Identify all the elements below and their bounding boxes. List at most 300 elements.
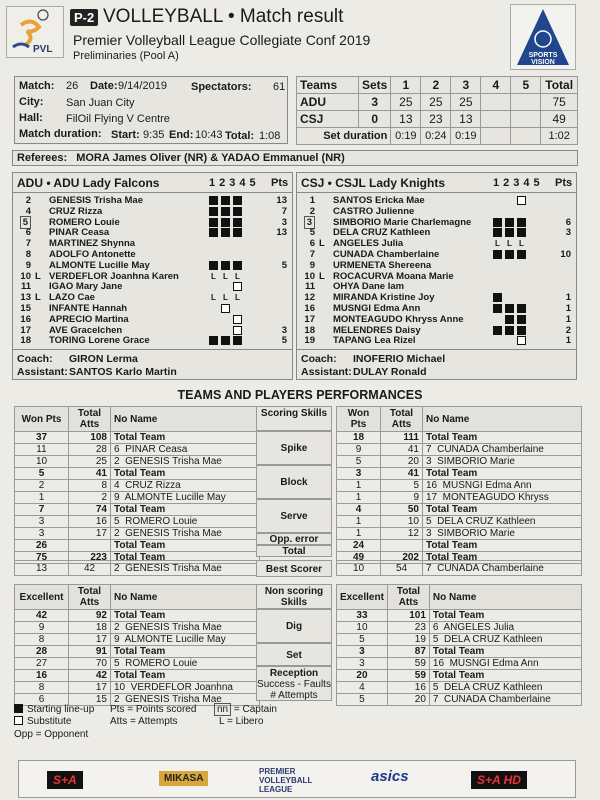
legend-text: = Captain [233,704,277,715]
stat-row [337,492,582,504]
stat-player: 5 DELA CRUZ Kathleen [423,516,582,528]
player-row [297,335,576,346]
set-duration: 0:19 [451,128,481,145]
libero-marker: L [35,292,41,304]
stat-player: Total Team [111,540,260,552]
captain-number: 5 [20,216,31,229]
total-label: Total: [225,130,255,142]
team-title: ADU • ADU Lady Falcons [17,176,160,190]
starting-lineup-square-icon [493,250,502,259]
substitute-square-icon [233,282,242,291]
stat-player: Total Team [429,670,581,682]
stat-player: 9 ALMONTE Lucille May [111,492,260,504]
player-number: 18 [304,324,315,336]
legend-opp: Opp = Opponent [14,729,89,740]
col-header: Total Atts [381,407,423,432]
player-points: 2 [565,324,571,336]
stat-attempts: 2 [69,492,111,504]
col-set-2: 2 [421,77,451,94]
stat-player: Total Team [111,646,260,658]
match-label: Match: [19,80,55,92]
player-name: MARTINEZ Shynna [49,238,136,250]
stat-value: 49 [337,552,381,564]
player-name: ALMONTE Lucille May [49,259,150,271]
match-info-panel [14,76,288,144]
stat-row [15,658,260,670]
player-row [13,206,292,217]
stat-attempts: 16 [69,516,111,528]
stat-player: 16 MUSNGI Edma Ann [423,480,582,492]
stat-player: 4 CRUZ Rizza [111,480,260,492]
stat-value: 24 [337,540,381,552]
stat-attempts: 15 [69,694,111,706]
starting-lineup-square-icon [493,304,502,313]
col-set-4: 4 [481,77,511,94]
stat-value: 1 [15,492,69,504]
stat-value: 37 [15,432,69,444]
skill-total: Total [256,545,332,557]
stat-player: 7 CUNADA Chamberlaine [429,694,581,706]
col-header: No Name [429,585,581,610]
set-score: 25 [391,94,421,111]
player-row [297,227,576,238]
stat-value: 4 [337,504,381,516]
stat-attempts: 87 [387,646,429,658]
stat-attempts: 59 [387,658,429,670]
player-name: GENESIS Trisha Mae [49,195,143,206]
set-duration: 0:24 [421,128,451,145]
player-number: 2 [309,205,315,217]
stat-player: Total Team [429,646,581,658]
starting-lineup-square-icon [209,196,218,205]
player-number: 1 [309,195,315,206]
stat-attempts: 70 [69,658,111,670]
page-title: VOLLEYBALL • Match result [103,6,344,27]
stat-value: 6 [15,694,69,706]
starting-lineup-square-icon [233,196,242,205]
stat-value: 75 [15,552,69,564]
stat-value: 4 [337,682,388,694]
stat-player: Total Team [423,504,582,516]
player-row [13,249,292,260]
player-row [13,281,292,292]
set-score [511,111,541,128]
stat-value: 9 [15,622,69,634]
match-number: 26 [66,80,79,92]
legend-atts: Atts = Attempts [110,716,178,727]
points-column-header: Pts [555,177,573,189]
col-total: Total [541,77,578,94]
stat-value: 10 [337,622,388,634]
skill-serve: Serve [256,499,332,533]
set-duration: 0:19 [391,128,421,145]
svg-text:SPORTS: SPORTS [528,52,558,59]
stat-row [15,682,260,694]
stat-player: 2 GENESIS Trisha Mae [111,561,260,576]
stat-value: 5 [337,456,381,468]
starting-lineup-square-icon [233,336,242,345]
stat-attempts: 17 [69,528,111,540]
stat-player: Total Team [111,432,260,444]
stat-row [337,504,582,516]
stat-player: Total Team [111,552,260,564]
starting-lineup-square-icon [233,207,242,216]
sports-vision-logo [510,4,576,70]
player-number: 10 [304,270,315,282]
player-number: 13 [20,292,31,304]
non-scoring-skills-header: Non scoring Skills [256,584,332,609]
csj-scoring-table [336,406,582,564]
sponsor-mikasa-logo: MIKASA [159,771,208,786]
captain-number: 3 [304,216,315,229]
stat-attempts: 41 [381,444,423,456]
col-header: Excellent [337,585,388,610]
substitute-square-icon [233,315,242,324]
report-code-badge: P-2 [70,9,98,26]
player-number: 18 [20,335,31,347]
stat-row [337,480,582,492]
player-points: 3 [565,227,571,239]
sets-won: 0 [359,111,391,128]
roster-adu [12,172,293,380]
player-row [297,206,576,217]
player-number: 11 [304,281,315,293]
starting-lineup-square-icon [517,228,526,237]
set-score-table [296,76,578,145]
set-duration [481,128,511,145]
stat-row [337,610,582,622]
stat-row [337,528,582,540]
skill-opp-error: Opp. error [256,533,332,545]
stat-player: Total Team [423,552,582,564]
stat-attempts: 223 [69,552,111,564]
col-header: Excellent [15,585,69,610]
city-value: San Juan City [66,97,135,109]
libero-marker: L [319,270,325,282]
substitute-square-icon [517,196,526,205]
stat-attempts: 9 [381,492,423,504]
player-number: 6 [25,227,31,239]
player-points: 3 [281,324,287,336]
sets-won: 3 [359,94,391,111]
stat-player: 6 PINAR Ceasa [111,444,260,456]
sponsor-asics-logo: asics [371,768,409,785]
skill-dig: Dig [256,609,332,643]
set-score [511,94,541,111]
stat-row [337,694,582,706]
stat-player: Total Team [429,610,581,622]
captain-box-icon: nn [214,703,231,716]
legend-libero: L = Libero [219,716,264,727]
starting-lineup-square-icon [505,218,514,227]
starting-lineup-square-icon [517,315,526,324]
starting-lineup-square-icon [517,304,526,313]
player-points: 5 [281,259,287,271]
stat-player: 2 GENESIS Trisha Mae [111,622,260,634]
player-number: 17 [304,313,315,325]
player-row [13,335,292,346]
libero-set-marker: L [211,271,216,281]
stat-row [337,658,582,670]
player-row [13,260,292,271]
starting-lineup-square-icon [209,218,218,227]
player-number: 12 [304,292,315,304]
player-number: 5 [309,227,315,239]
stat-row [337,540,582,552]
stat-value: 42 [15,610,69,622]
stat-player: 5 DELA CRUZ Kathleen [429,634,581,646]
player-row [13,314,292,325]
starting-lineup-square-icon [209,261,218,270]
stat-value: 3 [337,658,388,670]
stat-row [337,444,582,456]
set-score: 23 [421,111,451,128]
competition-name: Premier Volleyball League Collegiate Conf 2019 [73,32,371,48]
starting-lineup-square-icon [517,326,526,335]
stat-player: 5 DELA CRUZ Kathleen [429,682,581,694]
stat-value: 10 [15,456,69,468]
hall-label: Hall: [19,112,43,124]
player-points: 7 [281,205,287,217]
player-row [297,271,576,282]
date-label: Date: [90,80,118,92]
player-row [297,260,576,271]
set-columns-header: 12345 [493,177,544,189]
match-date: 9/14/2019 [118,80,167,92]
legend-starting [14,704,94,715]
player-row [297,217,576,228]
player-name: DELA CRUZ Kathleen [333,227,431,239]
stat-row [337,561,582,576]
stat-value: 18 [337,432,381,444]
starting-lineup-square-icon [233,218,242,227]
total-points: 49 [541,111,578,128]
stat-value: 3 [337,646,388,658]
starting-lineup-square-icon [517,250,526,259]
player-points: 1 [565,313,571,325]
player-name: CRUZ Rizza [49,205,103,217]
pvl-logo [6,6,64,58]
player-name: PINAR Ceasa [49,227,110,239]
starting-lineup-square-icon [221,196,230,205]
sponsor-s-plus-a-logo: S+A [47,771,83,789]
skill-spike: Spike [256,431,332,465]
city-label: City: [19,96,44,108]
stat-row [15,634,260,646]
sponsor-s-plus-a-hd-logo: S+A HD [471,771,527,789]
player-name: AVE Gracelchen [49,324,123,336]
player-number: 17 [20,324,31,336]
player-name: INFANTE Hannah [49,303,128,314]
libero-set-marker: L [223,271,228,281]
player-name: ROCACURVA Moana Marie [333,270,454,282]
assistant-line [17,366,177,378]
stat-row [15,516,260,528]
duration-label: Match duration: [19,128,102,140]
starting-lineup-square-icon [209,207,218,216]
hall-value: FilOil Flying V Centre [66,113,170,125]
team-name: CSJ [297,111,359,128]
stat-value: 16 [15,670,69,682]
legend-text: Substitute [27,716,72,727]
player-points: 6 [565,216,571,228]
player-number: 16 [304,303,315,314]
starting-lineup-square-icon [221,336,230,345]
col-header: Total Atts [69,585,111,610]
divider [297,349,576,350]
player-name: APRECIO Martina [49,313,129,325]
player-row [13,325,292,336]
libero-set-marker: L [519,239,524,249]
stat-attempts [69,540,111,552]
col-teams: Teams [297,77,359,94]
svg-text:VISION: VISION [531,59,555,66]
stat-attempts: 23 [387,622,429,634]
start-time: 9:35 [143,129,165,141]
player-name: URMENETA Shereena [333,259,432,271]
player-points: 13 [276,195,287,206]
stat-row [337,670,582,682]
player-number: 8 [25,249,31,260]
referees-label: Referees: [17,152,68,164]
score-header-row [297,77,578,94]
stat-attempts: 12 [381,528,423,540]
set-duration [511,128,541,145]
starting-lineup-square-icon [493,326,502,335]
stat-row [337,456,582,468]
player-name: SANTOS Ericka Mae [333,195,425,206]
player-points: 1 [565,303,571,314]
stat-player: 5 ROMERO Louie [111,516,260,528]
player-number: 11 [20,281,31,293]
stat-row [15,480,260,492]
phase-name: Preliminaries (Pool A) [73,50,179,62]
stat-player: Total Team [111,670,260,682]
adu-best-scorer [14,560,260,576]
spectators-count: 61 [273,81,286,93]
stat-value: 9 [337,444,381,456]
best-scorer-label: Best Scorer [256,560,332,577]
player-number: 9 [309,259,315,271]
stat-attempts: 108 [69,432,111,444]
stat-value: 27 [15,658,69,670]
assistant-label: Assistant: [17,366,68,378]
stat-player: 3 SIMBORIO Marie [423,456,582,468]
stat-attempts: 42 [69,670,111,682]
player-number: 7 [25,238,31,250]
starting-lineup-square-icon [209,336,218,345]
stat-value: 2 [15,480,69,492]
end-label: End: [169,129,194,141]
assistant-name: DULAY Ronald [353,366,427,378]
divider [297,192,576,193]
player-row [297,314,576,325]
assistant-line [301,366,427,378]
player-name: LAZO Cae [49,292,95,304]
set-duration-label: Set duration [297,128,391,145]
starting-square-icon [14,704,23,713]
stat-row [15,622,260,634]
stat-value: 20 [337,670,388,682]
player-row [297,281,576,292]
player-row [13,227,292,238]
stat-player: 10 VERDEFLOR Joanhna [111,682,260,694]
stat-player: 6 ANGELES Julia [429,622,581,634]
set-score [481,94,511,111]
stat-attempts: 8 [69,480,111,492]
stat-attempts: 42 [69,561,111,576]
stat-value: 3 [15,528,69,540]
svg-text:PVL: PVL [33,44,53,55]
stat-attempts: 41 [69,468,111,480]
score-row-csj [297,111,578,128]
stat-row [15,468,260,480]
starting-lineup-square-icon [221,261,230,270]
stat-row [15,540,260,552]
stat-value: 8 [15,682,69,694]
stat-player: 7 CUNADA Chamberlaine [423,561,582,576]
referees-names: MORA James Oliver (NR) & YADAO Emmanuel (NR) [76,152,345,164]
player-row [13,271,292,282]
legend-captain [214,704,277,715]
libero-set-marker: L [235,293,240,303]
player-name: ROMERO Louie [49,216,120,228]
divider [13,192,292,193]
starting-lineup-square-icon [493,228,502,237]
stat-attempts: 16 [387,682,429,694]
assistant-label: Assistant: [301,366,352,378]
substitute-square-icon [517,336,526,345]
player-name: CUNADA Chamberlaine [333,249,440,260]
starting-lineup-square-icon [233,228,242,237]
player-number: 16 [20,313,31,325]
col-header: Won Pts [337,407,381,432]
player-points: 13 [276,227,287,239]
set-score: 13 [391,111,421,128]
col-header: No Name [111,407,260,432]
stat-attempts: 91 [69,646,111,658]
player-number: 10 [20,270,31,282]
col-header: No Name [111,585,260,610]
adu-scoring-table [14,406,260,564]
coach-label: Coach: [301,353,337,365]
substitute-square-icon [221,304,230,313]
stat-player: 9 ALMONTE Lucille May [111,634,260,646]
player-row [297,325,576,336]
stat-attempts: 54 [381,561,423,576]
stat-attempts: 25 [69,456,111,468]
success-faults-label: Success - Faults [257,679,331,690]
stat-value: 28 [15,646,69,658]
start-label: Start: [111,129,140,141]
legend-text: Starting line-up [27,704,95,715]
player-name: MELENDRES Daisy [333,324,421,336]
stat-attempts: 20 [381,456,423,468]
player-name: SIMBORIO Marie Charlemagne [333,216,472,228]
stat-player: Total Team [423,432,582,444]
col-header: No Name [423,407,582,432]
stat-row [15,561,260,576]
stat-player: 2 GENESIS Trisha Mae [111,694,260,706]
stat-row [337,516,582,528]
stat-row [15,456,260,468]
player-number: 2 [25,195,31,206]
stat-value: 10 [337,561,381,576]
stat-row [15,432,260,444]
stat-attempts: 59 [387,670,429,682]
stat-attempts: 92 [69,610,111,622]
stat-value: 33 [337,610,388,622]
